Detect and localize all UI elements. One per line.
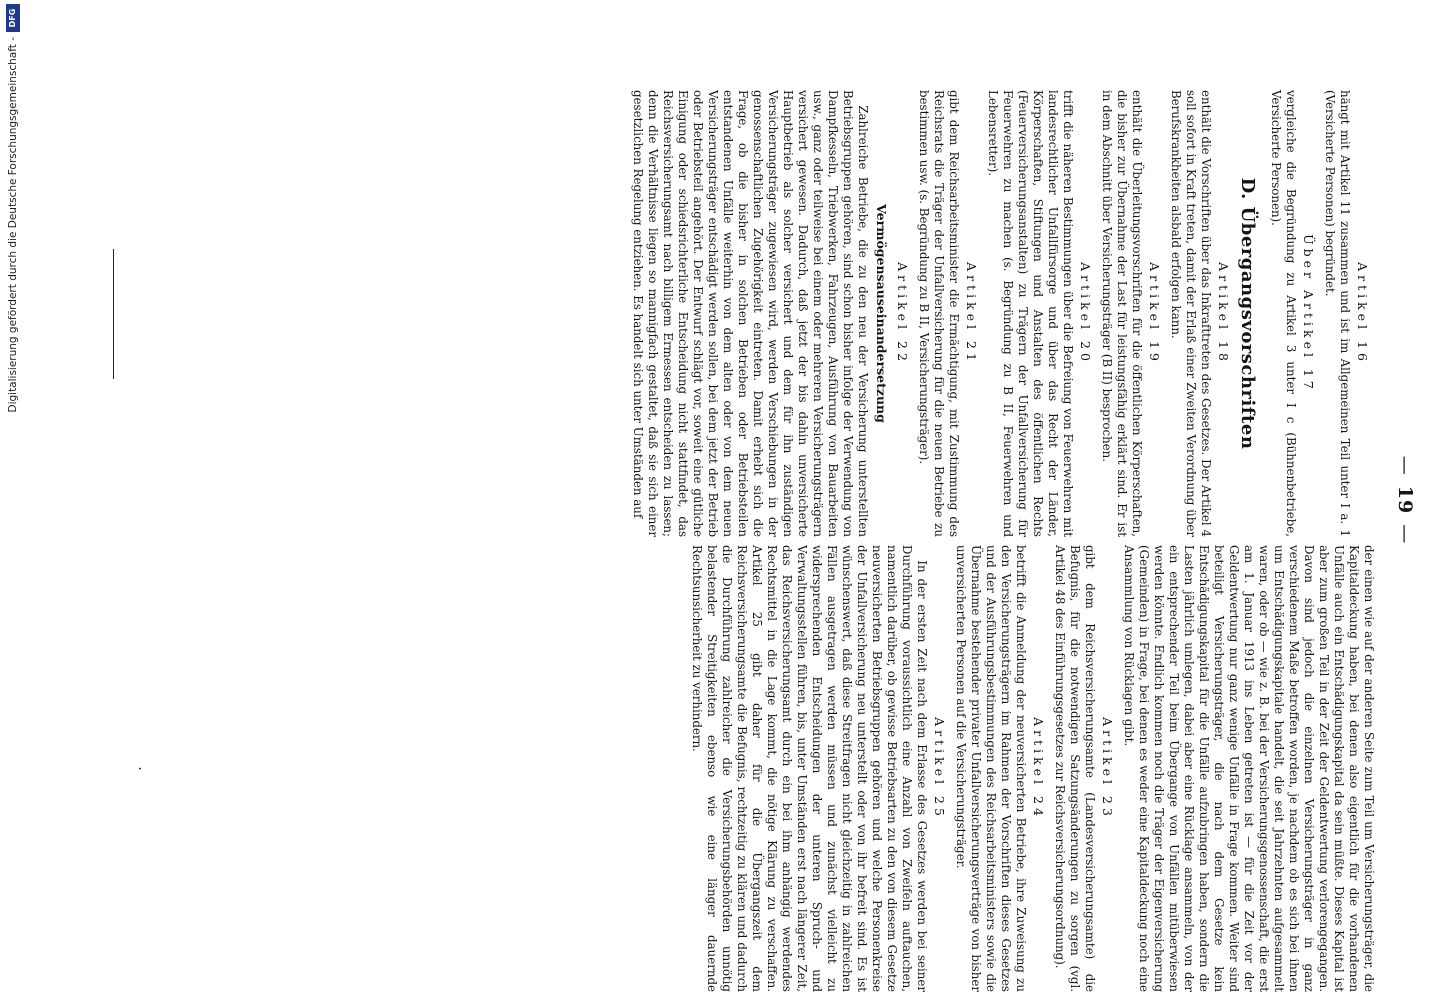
left-column bbox=[627, 90, 1376, 537]
article-20-text: trifft die näheren Bestimmungen über die Befreiung von Feuerwehren mit landesrechtlicher Unfallfürsorge und über das Recht der Länder, Körperschaften, Stiftungen und Anstalten des öffentlichen Rechts (Feuerversicherungsanstalten) zu Trägern der Unfallversicherung für Feuerwehren zu machen (s. Begründung zu B II, Feuerwehren und Lebensretter). bbox=[986, 90, 1075, 537]
section-heading-d: D. Übergangsvorschriften bbox=[1237, 177, 1258, 450]
article-22-heading: Artikel 22 bbox=[895, 262, 910, 365]
continuation-text: der einen wie auf der anderen Seite zum Teil um Versicherungsträger, die Kapitaldeckung haben, bei denen also eigentlich für die vorhandenen Unfälle auch ein Entschädigungskapital da sein müßte. Dieses Kapital ist aber zum großen Teil in der Zeit der Geldentwertung verlorengegangen. Davon sind jedoch die einzelnen Versicherungsträger in ganz verschiedenem Maße betroffen worden, je nachdem ob es sich bei ihnen um Entschädigungskapitale handelt, die seit Jahrzehnten aufgesammelt waren, oder ob — wie z. B. bei der Versicherungsgenossenschaft, die erst am 1. Januar 1913 ins Leben getreten ist — für die Zeit vor der Geldentwertung nur ganz wenige Unfälle in Frage kommen. Weiter sind beteiligt Versicherungsträger, die nach dem Gesetze kein Entschädigungskapital für die Unfälle aufzubringen haben, sondern die Lasten jährlich umlegen, dabei aber eine Rücklage ansammeln, von der ein entsprechender Teil beim Übergange von Unfällen mitüberwiesen werden könnte. Endlich kommen noch die Träger der Eigenversicherung (Gemeinden) in Frage, bei denen es weder eine Kapitaldeckung noch eine Ansammlung von Rücklagen gibt. bbox=[1122, 545, 1376, 992]
digitization-credit bbox=[0, 4, 22, 994]
article-19-heading: Artikel 19 bbox=[1147, 262, 1162, 365]
article-17-text: vergleiche die Begründung zu Artikel 3 unter I c (Bühnenbetriebe, Versicherte Personen). bbox=[1269, 90, 1298, 537]
article-23-heading: Artikel 23 bbox=[1100, 717, 1115, 820]
right-column bbox=[686, 545, 1376, 992]
article-17-heading: Über Artikel 17 bbox=[1301, 234, 1316, 393]
article-18-heading: Artikel 18 bbox=[1216, 262, 1231, 365]
footnote-rule bbox=[113, 249, 114, 379]
article-22-text: Zahlreiche Betriebe, die zu den neu der Versicherung unterstellten Betriebsgruppen gehören, sind schon bisher infolge der Verwendung von Dampfkesseln, Triebwerken, Fahrzeugen, Ausführung von Bauarbeiten usw., ganz oder teilweise bei einem oder mehreren Versicherungsträgern versichert gewesen. Dadurch, daß jetzt der bis dahin unversicherte Hauptbetrieb als solcher versichert und dem für ihn zuständigen Versicherungsträger zugewiesen wird, werden Verschiebungen in der genossenschaftlichen Zugehörigkeit eintreten. Damit erhebt sich die Frage, ob die bisher in solchen Betrieben oder Betriebsteilen entstandenen Unfälle weiterhin von dem alten oder von dem neuen Versicherungsträger entschädigt werden sollen, bei dem jetzt der Betrieb oder Betriebsteil angehört. Der Entwurf schlägt vor, soweit eine gütliche Einigung oder schiedsrichterliche Entscheidung nicht stattfindet, das Reichsversicherungsamt nach billigem Ermessen entscheiden zu lassen; denn die Verhältnisse liegen so mannigfach gestaltet, daß sie sich einer gesetzlichen Regelung entziehen. Es handelt sich unter Umständen auf bbox=[631, 90, 870, 537]
article-25-text: In der ersten Zeit nach dem Erlasse des Gesetzes werden bei seiner Durchführung voraussichtlich eine Anzahl von Zweifeln auftauchen, namentlich darüber, ob gewisse Betriebsarten zu den von diesem Gesetze neuversicherten Betriebsgruppen gehören und welche Personenkreise der Unfallversicherung neu unterstellt oder von ihr befreit sind. Es ist wünschenswert, daß diese Streitfragen nicht gleichzeitig in zahlreichen Fällen ausgetragen werden müssen und zunächst vielleicht zu widersprechenden Entscheidungen der unteren Spruch- und Verwaltungsstellen führen, bis, unter Umständen erst nach längerer Zeit, das Reichsversicherungsamt durch ein bei ihm anhängig werdendes Rechtsmittel in die Lage kommt, die nötige Klärung zu verschaffen. Artikel 25 gibt daher für die Übergangszeit dem Reichsversicherungsamte die Befugnis, rechtzeitig zu klären und dadurch die Durchführung zahlreicher die Versicherungsbehörden unnötig belastender Streitigkeiten ebenso wie eine länger dauernde Rechtsunsicherheit zu verhindern. bbox=[690, 545, 929, 992]
page-number bbox=[1394, 0, 1416, 1000]
article-16-text: hängt mit Artikel 11 zusammen und ist im Allgemeinen Teil unter I a. 1 (Versicherte Personen) begründet. bbox=[1323, 90, 1352, 537]
article-19-text: enthält die Überleitungsvorschriften für die öffentlichen Körperschaften, die bisher zur Übernahme der Last für leistungsfähig erklärt sind. Er ist in dem Abschnitt über Versicherungsträger (B II) besprochen. bbox=[1100, 90, 1144, 537]
article-24-heading: Artikel 24 bbox=[1031, 717, 1046, 820]
footer-dot: . bbox=[135, 766, 151, 771]
page-number-value: 19 bbox=[1394, 485, 1416, 515]
article-22-subheading: Vermögensauseinandersetzung bbox=[874, 204, 889, 423]
page-number-dash-right: — bbox=[1394, 524, 1416, 545]
page-number-dash-left: — bbox=[1394, 455, 1416, 476]
article-21-text: gibt dem Reichsarbeitsminister die Ermächtigung, mit Zustimmung des Reichsrats die Träger der Unfallversicherung für die neuen Betriebe zu bestimmen usw. (s. Begründung zu B II, Versicherungsträger). bbox=[917, 90, 961, 537]
article-25-heading: Artikel 25 bbox=[932, 717, 947, 820]
dfg-logo-icon: DFG bbox=[6, 4, 20, 32]
article-23-text: gibt dem Reichsversicherungsamte (Landesversicherungsamte) die Befugnis, für die notwendigen Satzungsänderungen zu sorgen (vgl. Artikel 48 des Einführungsgesetzes zur Reichsversicherungsordnung). bbox=[1053, 545, 1097, 992]
article-21-heading: Artikel 21 bbox=[964, 262, 979, 365]
article-16-heading: Artikel 16 bbox=[1355, 262, 1370, 365]
article-18-text: enthält die Vorschriften über das Inkrafttreten des Gesetzes. Der Artikel 4 soll sofort in Kraft treten, damit der Erlaß einer Zweiten Verordnung über Berufskrankheiten alsbald erfolgen kann. bbox=[1169, 90, 1213, 537]
article-20-heading: Artikel 20 bbox=[1078, 262, 1093, 365]
article-24-text: betrifft die Anmeldung der neuversicherten Betriebe, ihre Zuweisung zu den Versicherungsträgern im Rahmen der Vorschriften dieses Gesetzes und der Ausführungsbestimmungen des Reichsarbeitsministers sowie die Übernahme bestehender privater Unfallversicherungsverträge von bisher unversicherten Personen auf die Versicherungsträger. bbox=[954, 545, 1028, 992]
credit-text: Digitalisierung gefördert durch die Deutsche Forschungsgemeinschaft - bbox=[7, 37, 19, 413]
